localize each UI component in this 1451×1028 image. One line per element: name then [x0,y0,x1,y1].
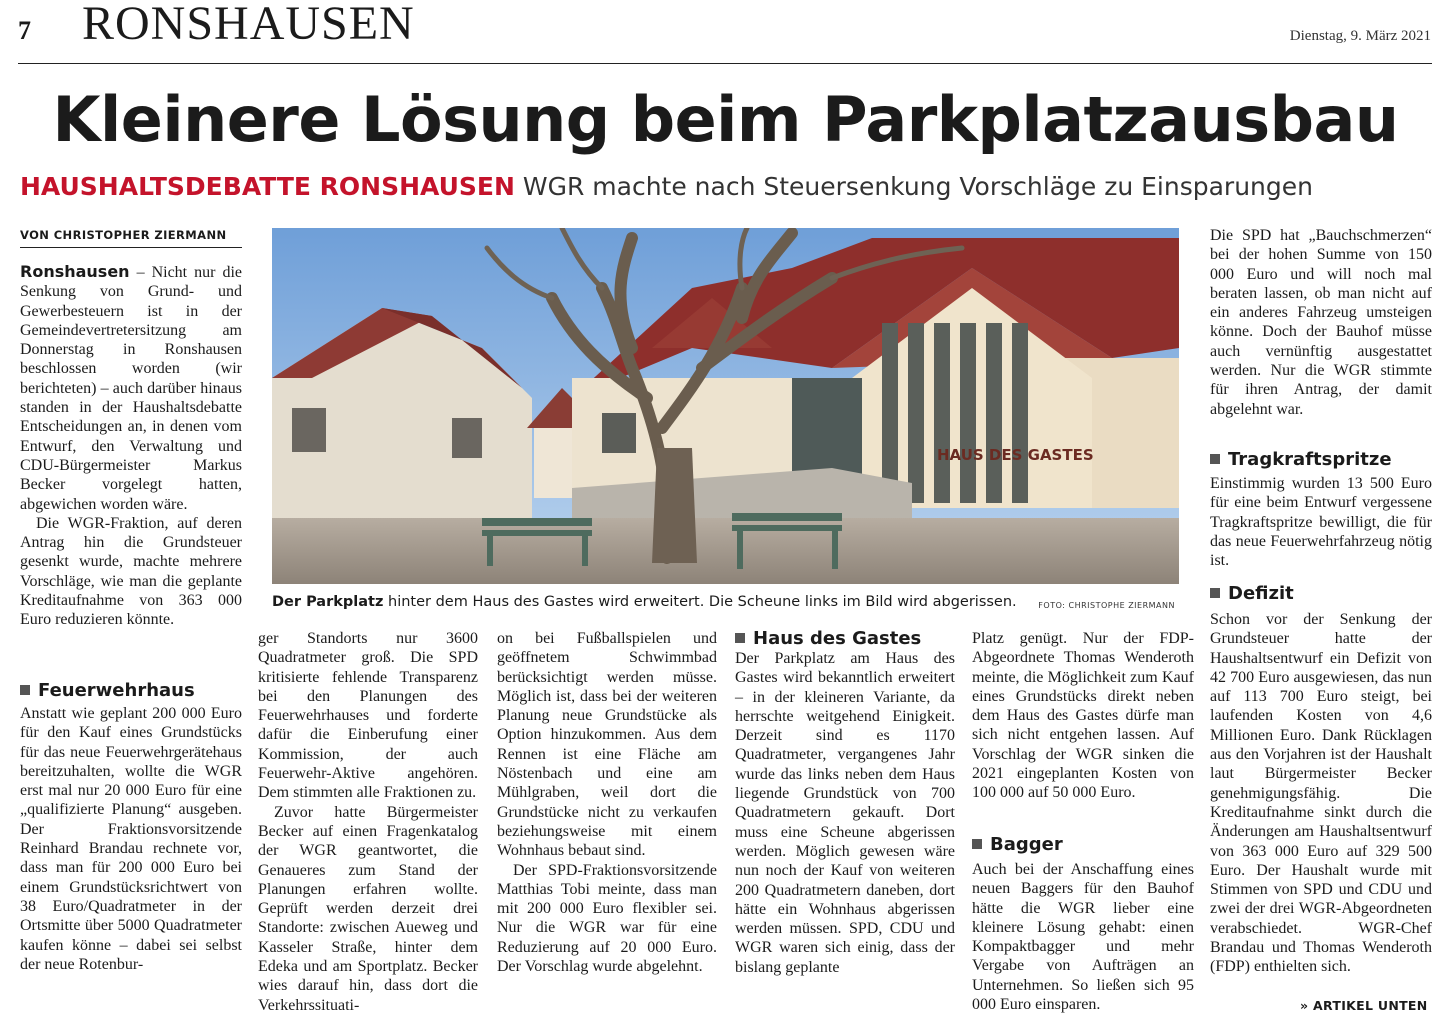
photo-credit: FOTO: CHRISTOPHE ZIERMANN [1038,601,1175,610]
building-sign: HAUS DES GASTES [937,446,1094,464]
paragraph: Schon vor der Senkung der Grundsteuer hatte der Haushaltsentwurf ein Defizit von 42 700 Euro ausgewiesen, das nun auf 113 700 Euro steigt, bei laufenden Kosten von 4,6 Millionen Euro. Dank Rücklagen aus den Vorjahren ist der Haushalt laut Bürgermeister Becker genehmigungsfähig. Die Kreditaufnahme sinkt durch die Änderungen am Haushaltsentwurf von 363 000 Euro auf 329 500 Euro. Der Haushalt wurde mit Stimmen von SPD und CDU und zwei der drei WGR-Abgeordneten verabschiedet. WGR-Chef Brandau und Thomas Wenderoth (FDP) enthielten sich. [1210,611,1432,976]
page-number: 7 [18,16,31,45]
bullet-square-icon [1210,588,1220,598]
headline: Kleinere Lösung beim Parkplatzausbau [52,83,1399,156]
paragraph-continued: ger Standorts nur 3600 Quadratmeter groß. Die SPD kritisierte fehlende Transparenz bei den Planungen des Feuerwehrhauses und forderte dafür die Einberufung einer Kommission, der auch Feuerwehr-Aktive angehören. Dem stimmten alle Fraktionen zu. [258,630,478,802]
photo-caption [272,592,1179,612]
author-byline: VON CHRISTOPHER ZIERMANN [20,228,242,248]
lead-text: – Nicht nur die Senkung von Grund- und Gewerbesteuern ist in der Gemeindevertretersitzung am Donnerstag in Ronshausen beschlossen worden (wir berichteten) – auch darüber hinaus standen in der Haushaltsdebatte Entscheidungen an, in denen vom Entwurf, den Verwaltung und CDU-Bürgermeister Markus Becker vorgelegt hatten, abgewichen worden wäre. [20,264,242,513]
column-5 [972,629,1194,803]
more-article-link[interactable]: » ARTIKEL UNTEN [1300,998,1428,1013]
section-title: RONSHAUSEN [82,0,415,50]
subheading-text: Defizit [1228,583,1294,604]
paragraph: Zuvor hatte Bürgermeister Becker auf einen Fragenkatalog der WGR geantwortet, die Genaueres zum Stand der Planungen erfahren wollte. Geprüft werden derzeit drei Standorte: zwischen Aueweg und Kasseler Straße, hinter dem Edeka und am Sportplatz. Becker wies darauf hin, dass dort die Verkehrssituati- [258,803,478,1014]
paragraph: Der SPD-Fraktionsvorsitzende Matthias Tobi meinte, dass man mit 200 000 Euro flexibler sei. Nur die WGR war für eine Reduzierung auf 20 000 Euro. Der Vorschlag wurde abgelehnt. [497,861,717,976]
subheading-bagger [972,834,1063,856]
column-2 [258,629,478,1015]
subheading-tragkraftspritze [1210,449,1392,471]
caption-lead: Der Parkplatz [272,594,384,610]
paragraph-continued: on bei Fußballspielen und geöffnetem Schwimmbad berücksichtigt werden müsse. Möglich ist, dass bei der weiteren Planung neue Grundstücke als Option hinzukommen. Aus dem Rennen ist eine Fläche am Nöstenbach und eine am Mühlgraben, weil dort die Grundstücke nicht zu verkaufen beziehungsweise mit einem Wohnhaus bebaut sind. [497,630,717,860]
dateline: Ronshausen [20,262,130,281]
subheading-defizit [1210,583,1294,605]
subheading-text: Bagger [990,834,1063,855]
bullet-square-icon [972,839,982,849]
photo-haus-des-gastes [272,228,1179,584]
paragraph: Anstatt wie geplant 200 000 Euro für den Kauf eines Grundstücks für das neue Feuerwehrgerätehaus bereitzuhalten, wollte die WGR erst mal nur 20 000 Euro für eine „qualifizierte Planung“ ausgeben. Der Fraktionsvorsitzende Reinhard Brandau rechnete vor, dass man für 200 000 Euro bei einem Grundstücksrichtwert von 38 Euro/Quadratmeter in der Ortsmitte über 5000 Quadratmeter kaufen könne – dabei sei selbst der neue Rotenbur- [20,705,242,973]
subheading-text: Tragkraftspritze [1228,449,1392,470]
subheadline [20,168,1432,206]
kicker: HAUSHALTSDEBATTE RONSHAUSEN [20,172,515,201]
column-1 [20,262,242,630]
paragraph-continued: Platz genügt. Nur der FDP-Abgeordnete Thomas Wenderoth meinte, die Möglichkeit zum Kauf eines Grundstücks direkt neben dem Haus des Gastes dürfe man sich nicht entgehen lassen. Auf Vorschlag der WGR sinken die 2021 eingeplanten Kosten von 100 000 auf 50 000 Euro. [972,630,1194,802]
subheading-feuerwehrhaus [20,680,195,702]
paragraph: Die SPD hat „Bauchschmerzen“ bei der hohen Summe von 150 000 Euro und will noch mal beraten lassen, ob man nicht auf ein anderes Fahrzeug umsteigen könne. Doch der Bauhof müsse auch vernünftig ausgestattet werden. Nur die WGR stimmte für ihren Antrag, der damit abgelehnt war. [1210,227,1432,418]
bullet-square-icon [1210,454,1220,464]
issue-date: Dienstag, 9. März 2021 [1289,28,1431,44]
lead-paragraph [20,262,242,514]
column-6-continued [1210,474,1432,570]
deck: WGR machte nach Steuersenkung Vorschläge zu Einsparungen [522,172,1313,201]
column-1-continued [20,704,242,974]
subheading-text: Feuerwehrhaus [38,680,195,701]
bullet-square-icon [735,633,745,643]
paragraph: Die WGR-Fraktion, auf deren Antrag hin die Grundsteuer gesenkt wurde, machte mehrere Vorschläge, wie man die geplante Kreditaufnahme von 363 000 Euro reduzieren könnte. [20,514,242,629]
paragraph: Auch bei der Anschaffung eines neuen Baggers für den Bauhof hätte die WGR lieber eine kleinere Lösung gehabt: einen Kompaktbagger und mehr Vergabe von Aufträgen an Unternehmen. So ließen sich 95 000 Euro einsparen. [972,861,1194,1014]
bullet-square-icon [20,685,30,695]
subheading-text: Haus des Gastes [753,628,922,649]
column-6-end [1210,610,1432,977]
paragraph: Einstimmig wurden 13 500 Euro für eine beim Entwurf vergessene Tragkraftspritze bewilligt, die für das neue Feuerwehrfahrzeug nötig ist. [1210,475,1432,570]
column-5-continued [972,860,1194,1014]
paragraph: Der Parkplatz am Haus des Gastes wird bekanntlich erweitert – in der kleineren Variante, da herrschte weitgehend Einigkeit. Derzeit sind es 1170 Quadratmeter, vergangenes Jahr wurde das links neben dem Haus liegende Grundstück von 700 Quadratmetern gekauft. Dort muss eine Scheune abgerissen werden. Möglich gewesen wäre nun noch der Kauf von weiteren 200 Quadratmetern daneben, dort hätte ein Wohnhaus abgerissen werden müssen. SPD, CDU und WGR waren sich einig, dass der bislang geplante [735,650,955,976]
caption-text: hinter dem Haus des Gastes wird erweitert. Die Scheune links im Bild wird abgerissen. [383,594,1017,610]
column-4 [735,649,955,977]
subheading-haus-des-gastes [735,628,921,650]
column-6 [1210,226,1432,419]
column-3 [497,629,717,976]
article-photo [272,228,1179,584]
masthead-rule [18,63,1432,64]
